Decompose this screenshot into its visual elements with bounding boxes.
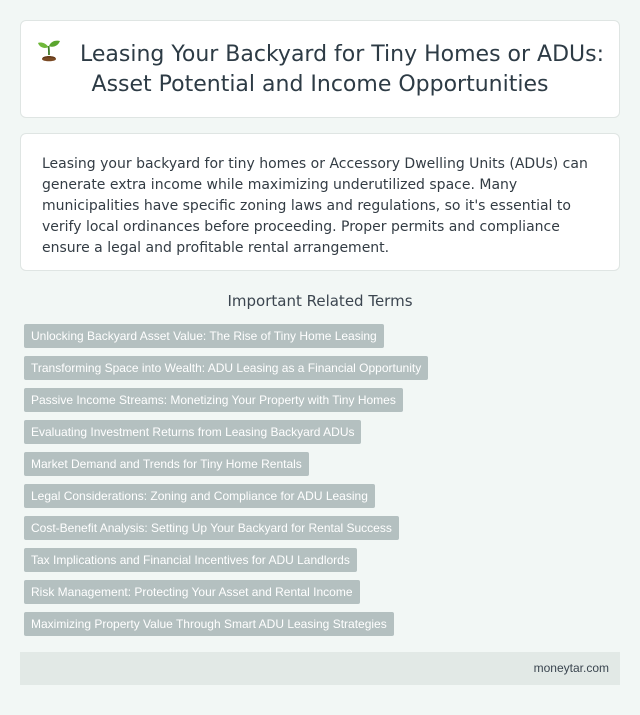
related-term-tag[interactable]: Risk Management: Protecting Your Asset and Rental Income — [24, 580, 360, 604]
related-term-tag[interactable]: Legal Considerations: Zoning and Compliance for ADU Leasing — [24, 484, 375, 508]
footer-site-link[interactable]: moneytar.com — [533, 661, 609, 675]
intro-card — [20, 133, 620, 271]
seedling-icon — [36, 38, 62, 64]
related-term-tag[interactable]: Evaluating Investment Returns from Leasing Backyard ADUs — [24, 420, 361, 444]
page-title-text: Leasing Your Backyard for Tiny Homes or ADUs: Asset Potential and Income Opportunities — [79, 42, 605, 97]
footer — [20, 652, 620, 685]
related-term-tag[interactable]: Unlocking Backyard Asset Value: The Rise of Tiny Home Leasing — [24, 324, 384, 348]
related-term-tag[interactable]: Tax Implications and Financial Incentives for ADU Landlords — [24, 548, 357, 572]
title-card — [20, 20, 620, 118]
intro-paragraph: Leasing your backyard for tiny homes or Accessory Dwelling Units (ADUs) can generate extra income while maximizing underutilized space. Many municipalities have specific zoning laws and regulations, so it's essential to verify local ordinances before proceeding. Proper permits and compliance ensure a legal and profitable rental arrangement. — [42, 156, 588, 256]
related-terms-list — [24, 324, 620, 644]
page-title — [21, 38, 619, 100]
related-term-tag[interactable]: Transforming Space into Wealth: ADU Leasing as a Financial Opportunity — [24, 356, 428, 380]
related-terms-heading: Important Related Terms — [227, 292, 413, 310]
related-term-tag[interactable]: Maximizing Property Value Through Smart ADU Leasing Strategies — [24, 612, 394, 636]
related-term-tag[interactable]: Passive Income Streams: Monetizing Your Property with Tiny Homes — [24, 388, 403, 412]
related-term-tag[interactable]: Market Demand and Trends for Tiny Home Rentals — [24, 452, 309, 476]
related-term-tag[interactable]: Cost-Benefit Analysis: Setting Up Your Backyard for Rental Success — [24, 516, 399, 540]
